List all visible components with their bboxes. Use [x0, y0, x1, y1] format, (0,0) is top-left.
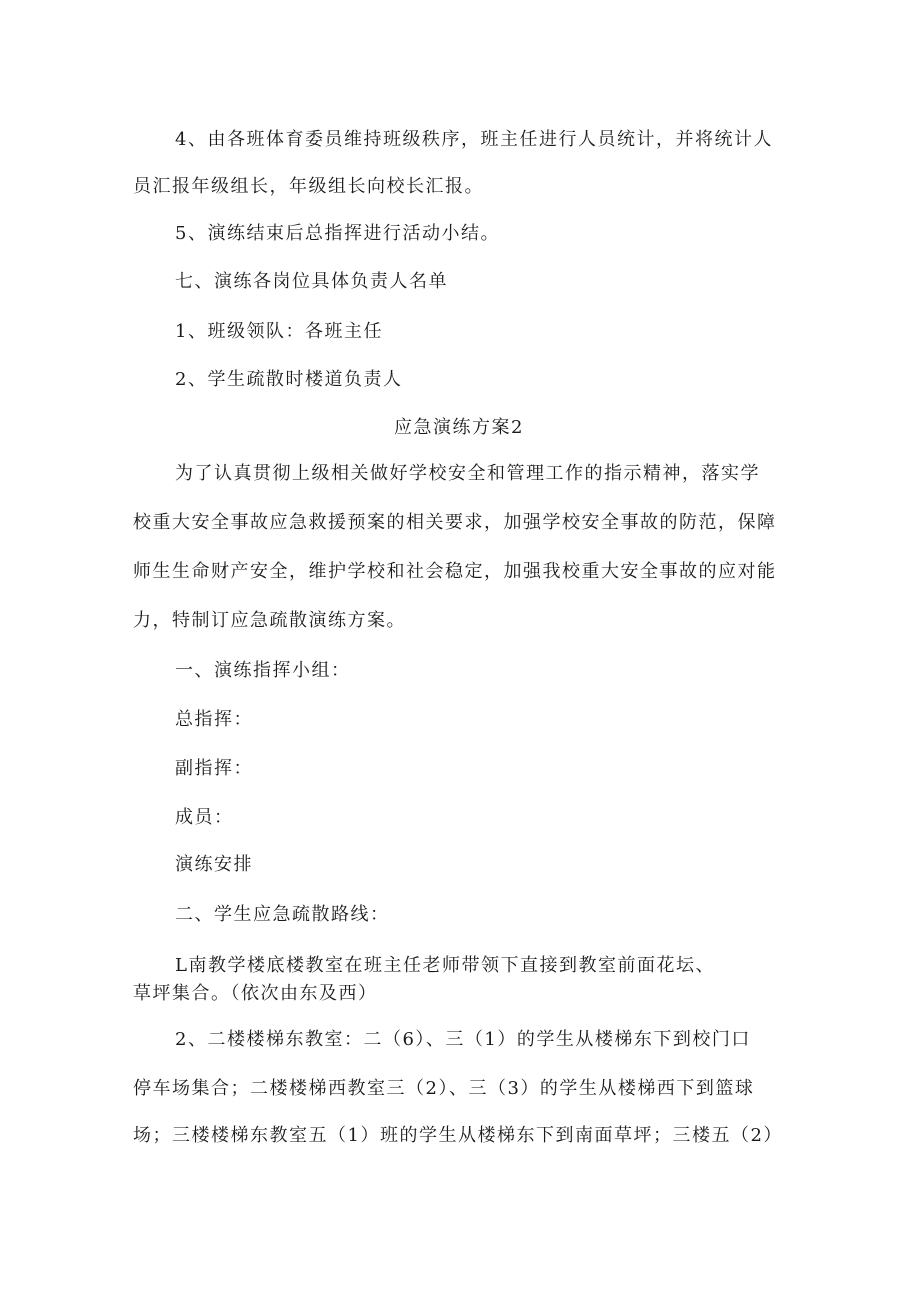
paragraph-line: 2、二楼楼梯东教室：二（6）、三（1）的学生从楼梯东下到校门口	[175, 1029, 751, 1050]
paragraph-line: 演练安排	[175, 854, 253, 875]
paragraph-line: 二、学生应急疏散路线：	[175, 904, 390, 925]
section-title: 应急演练方案2	[394, 417, 524, 438]
paragraph-line: 草坪集合。（依次由东及西）	[133, 983, 378, 1004]
paragraph-line: 1、班级领队：各班主任	[175, 321, 383, 342]
paragraph-line: 力，特制订应急疏散演练方案。	[133, 610, 406, 631]
paragraph-line: 场；三楼楼梯东教室五（1）班的学生从楼梯东下到南面草坪；三楼五（2）	[133, 1125, 783, 1146]
paragraph-line: 4、由各班体育委员维持班级秩序，班主任进行人员统计，并将统计人	[175, 129, 773, 150]
paragraph-line: 一、演练指挥小组：	[175, 660, 351, 681]
paragraph-line: 成员：	[175, 807, 234, 828]
paragraph-line: 师生生命财产安全，维护学校和社会稳定，加强我校重大安全事故的应对能	[133, 561, 777, 582]
paragraph-line: L南教学楼底楼教室在班主任老师带领下直接到教室前面花坛、	[175, 955, 715, 976]
paragraph-line: 副指挥：	[175, 758, 253, 779]
paragraph-line: 停车场集合；二楼楼梯西教室三（2）、三（3）的学生从楼梯西下到篮球	[133, 1078, 755, 1099]
paragraph-line: 员汇报年级组长，年级组长向校长汇报。	[133, 176, 484, 197]
paragraph-line: 2、学生疏散时楼道负责人	[175, 369, 403, 390]
paragraph-line: 校重大安全事故应急救援预案的相关要求，加强学校安全事故的防范，保障	[133, 512, 777, 533]
paragraph-line: 七、演练各岗位具体负责人名单	[175, 271, 448, 292]
paragraph-line: 5、演练结束后总指挥进行活动小结。	[175, 223, 500, 244]
paragraph-line: 为了认真贯彻上级相关做好学校安全和管理工作的指示精神，落实学	[175, 463, 760, 484]
paragraph-line: 总指挥：	[175, 709, 253, 730]
